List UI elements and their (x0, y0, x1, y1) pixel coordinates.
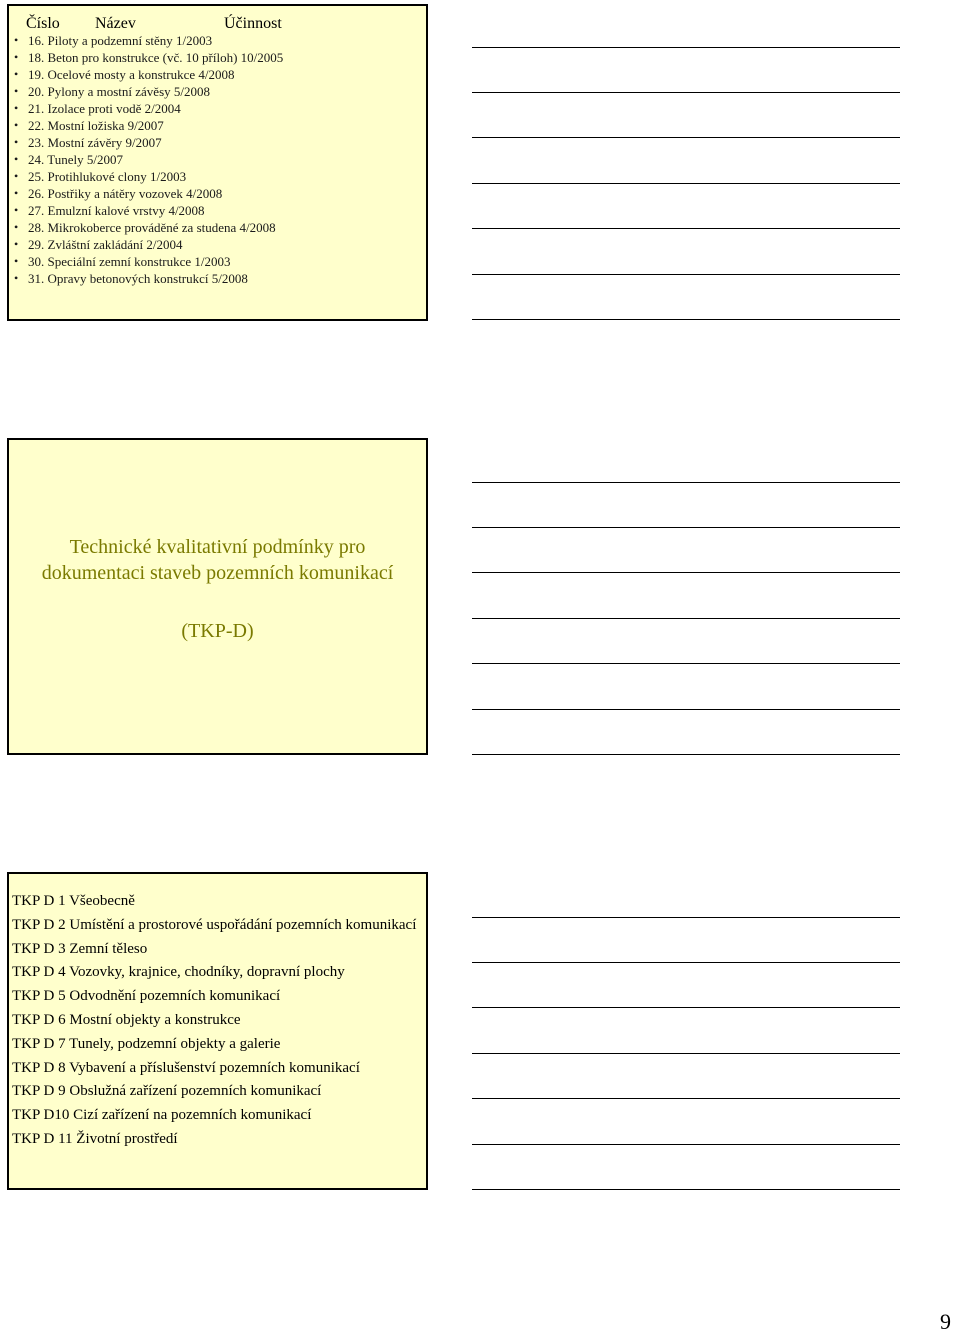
column-header-name: Název (95, 15, 136, 32)
list-item: TKP D 1 Všeobecně (12, 893, 135, 909)
list-item: • 30. Speciální zemní konstrukce 1/2003 (9, 253, 283, 270)
column-header-number: Číslo (26, 15, 60, 32)
list-item: TKP D10 Cizí zařízení na pozemních komunikací (12, 1107, 312, 1124)
note-line (472, 1053, 900, 1054)
note-line (472, 482, 900, 483)
slide-3 (7, 872, 428, 1190)
note-line (472, 47, 900, 48)
page-number: 9 (940, 1309, 951, 1334)
note-line (472, 709, 900, 710)
note-line (472, 527, 900, 528)
list-item: • 27. Emulzní kalové vrstvy 4/2008 (9, 202, 283, 219)
note-line (472, 228, 900, 229)
note-line (472, 92, 900, 93)
list-item: • 22. Mostní ložiska 9/2007 (9, 117, 283, 134)
note-line (472, 274, 900, 275)
list-item: • 23. Mostní závěry 9/2007 (9, 134, 283, 151)
note-line (472, 183, 900, 184)
list-item: TKP D 8 Vybavení a příslušenství pozemních komunikací (12, 1059, 360, 1076)
note-line (472, 1098, 900, 1099)
note-line (472, 319, 900, 320)
note-line (472, 754, 900, 755)
note-line (472, 962, 900, 963)
note-line (472, 1144, 900, 1145)
note-line (472, 618, 900, 619)
list-item: • 25. Protihlukové clony 1/2003 (9, 168, 283, 185)
list-item: TKP D 5 Odvodnění pozemních komunikací (12, 988, 281, 1005)
note-line (472, 1189, 900, 1190)
list-item: TKP D 3 Zemní těleso (12, 940, 148, 957)
slide-subtitle: (TKP-D) (181, 620, 254, 642)
list-item: • 18. Beton pro konstrukce (vč. 10 příloh) 10/2005 (9, 49, 283, 66)
column-header-effectivity: Účinnost (224, 15, 282, 32)
list-item: TKP D 2 Umístění a prostorové uspořádání pozemních komunikací (12, 916, 417, 933)
list-item: TKP D 9 Obslužná zařízení pozemních komunikací (12, 1083, 322, 1100)
list-item: • 29. Zvláštní zakládání 2/2004 (9, 236, 283, 253)
list-item: • 21. Izolace proti vodě 2/2004 (9, 100, 283, 117)
list-item: TKP D 11 Životní prostředí (12, 1130, 178, 1147)
slide-title (9, 534, 426, 586)
note-line (472, 572, 900, 573)
list-item: • 19. Ocelové mosty a konstrukce 4/2008 (9, 66, 283, 83)
list-item: TKP D 6 Mostní objekty a konstrukce (12, 1011, 241, 1028)
list-item: TKP D 7 Tunely, podzemní objekty a galerie (12, 1035, 281, 1052)
slide-title-line-2: dokumentaci staveb pozemních komunikací (41, 562, 394, 584)
tkp-d-list (12, 891, 498, 1153)
list-item: • 16. Piloty a podzemní stěny 1/2003 (9, 32, 283, 49)
list-item: • 24. Tunely 5/2007 (9, 151, 283, 168)
slide-title-line-1: Technické kvalitativní podmínky pro (69, 536, 366, 558)
list-item: • 26. Postřiky a nátěry vozovek 4/2008 (9, 185, 283, 202)
list-item: • 28. Mikrokoberce prováděné za studena 4/2008 (9, 219, 283, 236)
list-item: • 20. Pylony a mostní závěsy 5/2008 (9, 83, 283, 100)
note-line (472, 137, 900, 138)
standards-list (9, 32, 283, 287)
list-item: TKP D 4 Vozovky, krajnice, chodníky, dopravní plochy (12, 964, 345, 981)
slide-2 (7, 438, 428, 755)
note-line (472, 917, 900, 918)
note-line (472, 663, 900, 664)
list-item: • 31. Opravy betonových konstrukcí 5/2008 (9, 270, 283, 287)
slide-1 (7, 4, 428, 321)
note-line (472, 1007, 900, 1008)
